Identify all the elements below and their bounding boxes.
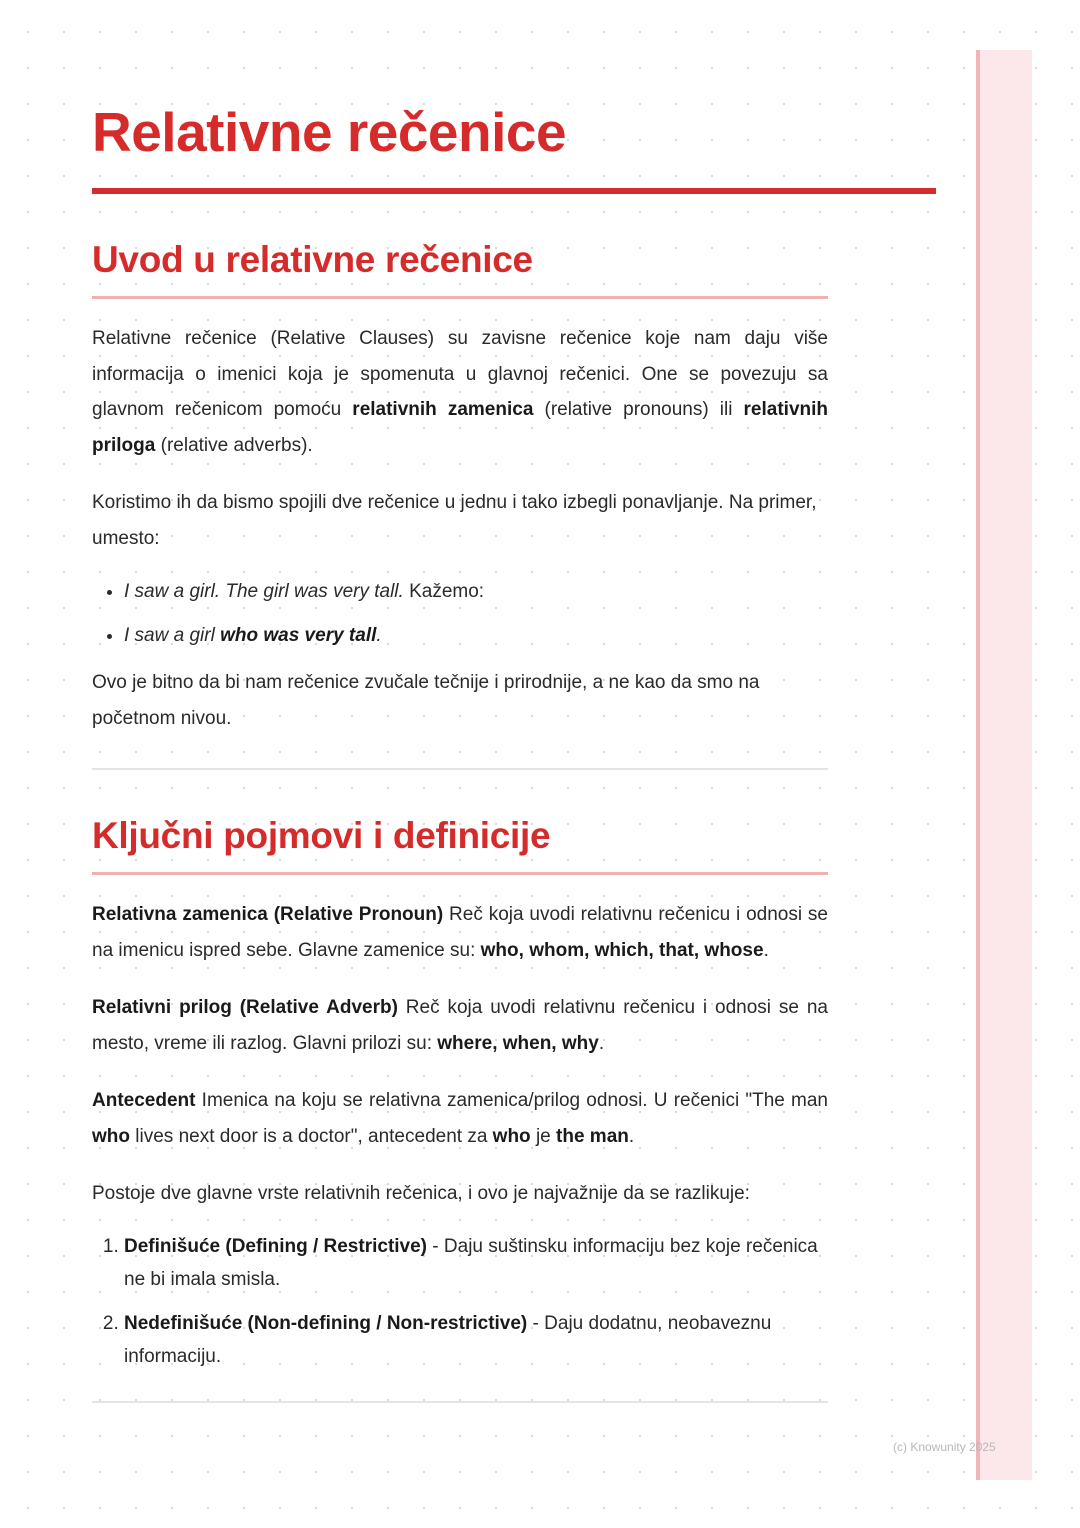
types-list	[92, 1230, 828, 1373]
text: .	[628, 1125, 635, 1147]
text: Reč koja uvodi relativnu rečenicu i odnosi se na imenicu ispred sebe. Glavne zamenice su:	[92, 904, 828, 961]
list-item	[124, 1230, 828, 1296]
section-heading-definitions: Ključni pojmovi i definicije	[92, 815, 551, 856]
text: Relativne rečenice (Relative Clauses) su zavisne rečenice koje nam daju više informacija o imenici koja je spomenuta u glavnoj rečenici. One se povezuju sa glavnom rečenicom pomoću	[92, 328, 828, 420]
bold-term: who	[492, 1125, 531, 1147]
copyright-footer: (c) Knowunity 2025	[893, 1440, 996, 1454]
bold-term: relativnih priloga	[92, 399, 829, 456]
intro-paragraph	[92, 321, 828, 463]
section-divider	[92, 1401, 828, 1403]
definition-relative-adverb	[92, 990, 828, 1061]
type-term: Nedefinišuće (Non-defining / Non-restrictive)	[124, 1312, 528, 1334]
section-divider	[92, 768, 828, 770]
text: je	[530, 1125, 557, 1147]
text: Reč koja uvodi relativnu rečenicu i odnosi se na mesto, vreme ili razlog. Glavni prilozi su:	[92, 997, 828, 1054]
list-item	[124, 1307, 828, 1373]
section-heading-rule	[92, 296, 828, 299]
list-item	[124, 574, 828, 610]
title-underline	[92, 188, 936, 194]
bold-term: relativnih zamenica	[352, 399, 534, 420]
bold-term: where, when, why	[437, 1032, 599, 1054]
text: lives next door is a doctor", antecedent za	[130, 1125, 493, 1147]
section-heading-intro: Uvod u relativne rečenice	[92, 239, 533, 280]
text: (relative pronouns) ili	[533, 399, 744, 420]
text: - Daju dodatnu, neobaveznu informaciju.	[124, 1312, 772, 1367]
text: Kažemo:	[403, 581, 485, 602]
text: - Daju suštinsku informaciju bez koje rečenica ne bi imala smisla.	[124, 1235, 818, 1290]
text: .	[376, 624, 382, 646]
page-title: Relativne rečenice	[92, 101, 567, 163]
document-page	[92, 90, 828, 1403]
definition-term: Relativna zamenica (Relative Pronoun)	[92, 904, 444, 925]
definition-term: Antecedent	[92, 1090, 196, 1111]
bold-term: the man	[556, 1125, 629, 1147]
margin-strip	[976, 50, 1032, 1480]
bold-term: who	[92, 1125, 130, 1147]
definition-antecedent	[92, 1083, 828, 1154]
bold-italic-example: who was very tall	[220, 624, 377, 646]
section-heading-rule	[92, 872, 828, 875]
italic-example: I saw a girl	[124, 624, 221, 646]
example-intro-paragraph: Koristimo ih da bismo spojili dve rečenice u jednu i tako izbegli ponavljanje. Na primer, umesto:	[92, 492, 817, 549]
types-intro-paragraph: Postoje dve glavne vrste relativnih rečenica, i ovo je najvažnije da se razlikuje:	[92, 1183, 750, 1204]
list-item	[124, 618, 828, 654]
text: (relative adverbs).	[155, 434, 313, 456]
conclusion-paragraph: Ovo je bitno da bi nam rečenice zvučale tečnije i prirodnije, a ne kao da smo na početnom nivou.	[92, 672, 760, 729]
italic-example: I saw a girl. The girl was very tall.	[124, 581, 404, 602]
text: Imenica na koju se relativna zamenica/prilog odnosi. U rečenici "The man	[195, 1090, 828, 1111]
bold-term: who, whom, which, that, whose	[480, 939, 764, 961]
type-term: Definišuće (Defining / Restrictive)	[124, 1235, 428, 1257]
definition-term: Relativni prilog (Relative Adverb)	[92, 997, 398, 1018]
definition-relative-pronoun	[92, 897, 828, 968]
example-list	[92, 574, 828, 653]
text: .	[598, 1032, 605, 1054]
text: .	[763, 939, 769, 961]
